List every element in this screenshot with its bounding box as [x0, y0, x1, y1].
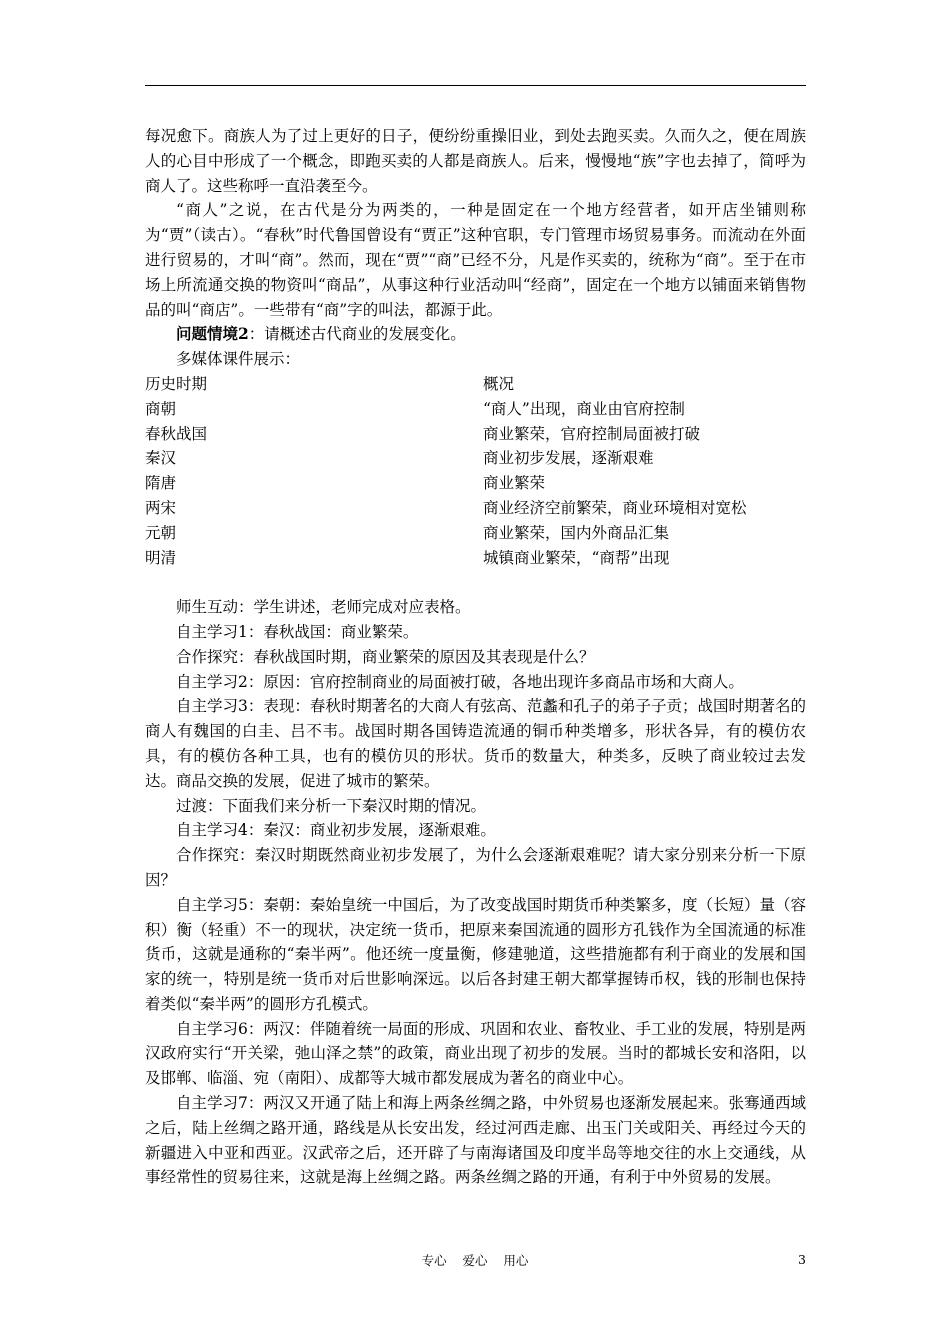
table-cell-period: 明清 — [145, 548, 177, 567]
paragraph-self-study-1: 自主学习1：春秋战国：商业繁荣。 — [176, 622, 419, 641]
paragraph-self-study-6: 自主学习6：两汉：伴随着统一局面的形成、巩固和农业、畜牧业、手工业的发展，特别是两汉政府实行“开关梁，弛山泽之禁”的政策，商业出现了初步的发展。当时的都城长安和洛阳，以及邯郸、临淄、宛（南阳）、成都等大城市都发展成为著名的商业中心。 — [145, 1019, 806, 1088]
table-row — [145, 446, 806, 471]
table-row — [145, 397, 806, 422]
paragraph-continuation: 每况愈下。商族人为了过上更好的日子，便纷纷重操旧业，到处去跑买卖。久而久之，便在周族人的心目中形成了一个概念，即跑买卖的人都是商族人。后来，慢慢地“族”字也去掉了，简呼为商人了。这些称呼一直沿袭至今。 — [145, 127, 806, 195]
table-row — [145, 546, 806, 571]
document-body — [145, 124, 806, 1190]
table-cell-overview: 商业经济空前繁荣，商业环境相对宽松 — [483, 498, 747, 517]
table-cell-overview: 商业繁荣，国内外商品汇集 — [483, 523, 670, 542]
page-number: 3 — [798, 1252, 806, 1267]
paragraph-transition: 过渡：下面我们来分析一下秦汉时期的情况。 — [176, 796, 487, 815]
table-cell-period: 隋唐 — [145, 474, 177, 493]
table-header-row — [145, 372, 806, 397]
header-rule — [145, 85, 806, 86]
history-table — [145, 372, 806, 570]
table-header-overview: 概况 — [483, 374, 515, 393]
table-row — [145, 422, 806, 447]
question-label: 问题情境2 — [176, 324, 249, 344]
table-row — [145, 496, 806, 521]
paragraph-interaction: 师生互动：学生讲述，老师完成对应表格。 — [176, 598, 471, 617]
table-cell-overview: 商业繁荣，官府控制局面被打破 — [483, 424, 701, 443]
paragraph-self-study-2: 自主学习2：原因：官府控制商业的局面被打破，各地出现许多商品市场和大商人。 — [176, 672, 744, 691]
paragraph-self-study-4: 自主学习4：秦汉：商业初步发展，逐渐艰难。 — [176, 821, 496, 840]
table-cell-period: 元朝 — [145, 523, 177, 542]
question-scenario — [145, 322, 806, 347]
blank-line — [145, 570, 806, 595]
paragraph-inquiry-1: 合作探究：春秋战国时期，商业繁荣的原因及其表现是什么？ — [176, 647, 595, 666]
footer-motto: 专心 爱心 用心 — [421, 1253, 529, 1268]
paragraph-merchant-types: “商人”之说，在古代是分为两类的，一种是固定在一个地方经营者，如开店坐铺则称为“贾”（读古）。“春秋”时代鲁国曾设有“贾正”这种官职，专门管理市场贸易事务。而流动在外面进行贸易的，才叫“商”。然而，现在“贾”“商”已经不分，凡是作买卖的，统称为“商”。至于在市场上所流通交换的物资叫“商品”，从事这种行业活动叫“经商”，固定在一个地方以铺面来销售物品的叫“商店”。一些带有“商”字的叫法，都源于此。 — [145, 201, 806, 319]
table-cell-overview: 商业初步发展，逐渐艰难 — [483, 449, 654, 468]
question-text: ：请概述古代商业的发展变化。 — [248, 325, 466, 344]
table-cell-overview: 城镇商业繁荣，“商帮”出现 — [483, 548, 670, 567]
multimedia-label: 多媒体课件展示： — [176, 350, 301, 369]
paragraph-self-study-5: 自主学习5：秦朝：秦始皇统一中国后，为了改变战国时期货币种类繁多，度（长短）量（容积）衡（轻重）不一的现状，决定统一货币，把原来秦国流通的圆形方孔钱作为全国流通的标准货币，这就是通称的“秦半两”。他还统一度量衡，修建驰道，这些措施都有利于商业的发展和国家的统一，特别是统一货币对后世影响深远。以后各封建王朝大都掌握铸币权，钱的形制也保持着类似“秦半两”的圆形方孔模式。 — [145, 895, 806, 1013]
table-row — [145, 471, 806, 496]
table-cell-overview: 商业繁荣 — [483, 474, 546, 493]
table-cell-overview: “商人”出现，商业由官府控制 — [483, 399, 685, 418]
paragraph-self-study-3: 自主学习3：表现：春秋时期著名的大商人有弦高、范蠡和孔子的弟子子贡；战国时期著名的商人有魏国的白圭、吕不韦。战国时期各国铸造流通的铜币种类增多，形状各异，有的模仿农具，有的模仿各种工具，也有的模仿贝的形状。货币的数量大，种类多，反映了商业较过去发达。商品交换的发展，促进了城市的繁荣。 — [145, 697, 806, 790]
table-cell-period: 商朝 — [145, 399, 177, 418]
table-cell-period: 春秋战国 — [145, 424, 208, 443]
table-cell-period: 秦汉 — [145, 449, 177, 468]
table-cell-period: 两宋 — [145, 498, 177, 517]
table-row — [145, 521, 806, 546]
paragraph-inquiry-2: 合作探究：秦汉时期既然商业初步发展了，为什么会逐渐艰难呢？请大家分别来分析一下原因？ — [145, 846, 806, 889]
paragraph-self-study-7: 自主学习7：两汉又开通了陆上和海上两条丝绸之路，中外贸易也逐渐发展起来。张骞通西域之后，陆上丝绸之路开通，路线是从长安出发，经过河西走廊、出玉门关或阳关、再经过今天的新疆进入中亚和西亚。汉武帝之后，还开辟了与南海诸国及印度半岛等地交往的水上交通线，从事经常性的贸易往来，这就是海上丝绸之路。两条丝绸之路的开通，有利于中外贸易的发展。 — [145, 1094, 806, 1187]
table-header-period: 历史时期 — [145, 374, 208, 393]
